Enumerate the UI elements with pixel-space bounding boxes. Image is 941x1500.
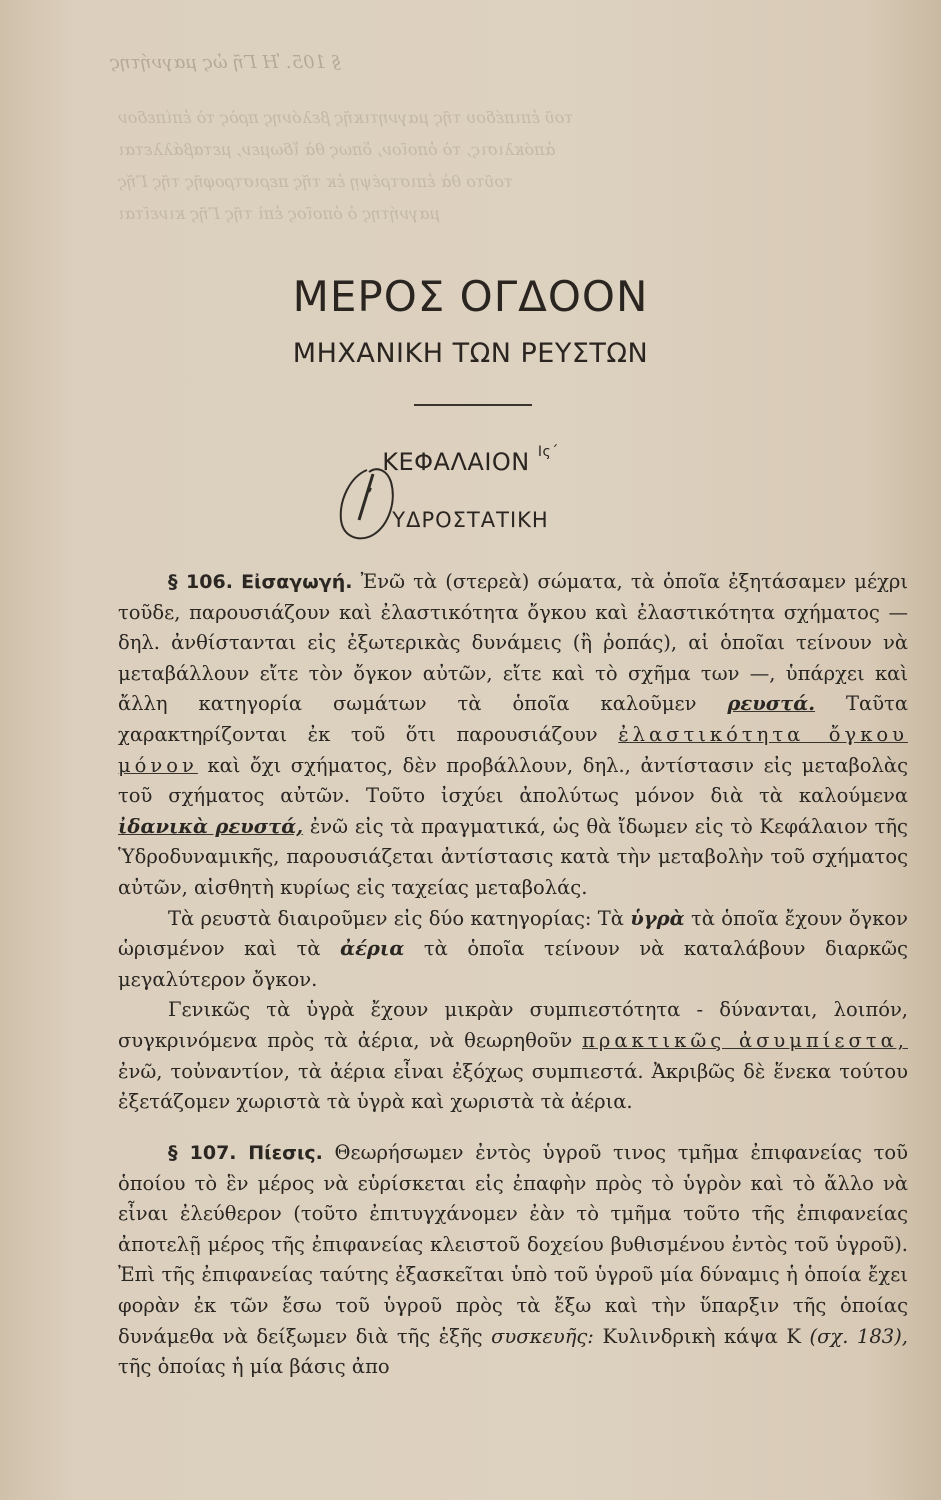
body-text: τὰ ὁποῖα ἔχουν ὄγκον ὡρισμένον καὶ τὰ [118, 906, 908, 961]
chapter-heading [0, 444, 941, 476]
term-volume-elasticity: ἐλαστικότητα ὄγκου μόνον [118, 722, 908, 777]
body-text: Τὰ ρευστὰ διαιροῦμεν εἰς δύο κατηγορίας: Τὰ [168, 906, 631, 930]
section-title: Πίεσις. [248, 1142, 323, 1164]
body-text: Κυλινδρικὴ κάψα Κ [593, 1324, 810, 1348]
term-apparatus: συσκευῆς: [491, 1324, 594, 1348]
body-text: ἐνῶ, τοὐναντίον, τὰ ἀέρια εἶναι ἐξόχως συμπιεστά. Ἀκριβῶς δὲ ἕνεκα τούτου ἐξετάζομεν χωριστὰ τὰ ὑγρὰ καὶ χωριστὰ τὰ ἀέρια. [118, 1059, 908, 1114]
paragraph [118, 567, 908, 904]
handwritten-pen-mark [325, 452, 415, 547]
section-number: § 106. [168, 571, 233, 593]
paragraph [118, 995, 908, 1117]
figure-reference: (σχ. 183), [809, 1324, 908, 1348]
paragraph [118, 904, 908, 996]
body-text: ἐνῶ εἰς τὰ πραγματικά, ὡς θὰ ἴδωμεν εἰς τὸ Κεφάλαιον τῆς Ὑδροδυναμικῆς, παρουσιάζεται ἀντίστασις κατὰ τὴν μεταβολὴν τοῦ σχήματος αὐτῶν, αἰσθητὴ κυρίως εἰς ταχείας μεταβολάς. [118, 814, 908, 899]
divider-rule [414, 404, 532, 406]
part-title: ΜΕΡΟΣ ΟΓΔΟΟΝ [292, 272, 649, 321]
section-106 [118, 567, 908, 1118]
part-subtitle: ΜΗΧΑΝΙΚΗ ΤΩΝ ΡΕΥΣΤΩΝ [292, 338, 649, 369]
term-incompressible: πρακτικῶς ἀσυμπίεστα, [582, 1028, 908, 1052]
chapter-label: ΚΕΦΑΛΑΙΟΝ [382, 448, 530, 476]
body-text: καὶ ὄχι σχήματος, δὲν προβάλλουν, δηλ., ἀντίστασιν εἰς μεταβολὰς τοῦ σχήματος αὐτῶν. Τοῦτο ἰσχύει ἀπολύτως μόνον διὰ τὰ καλούμενα [118, 753, 908, 808]
body-text: Γενικῶς τὰ ὑγρὰ ἔχουν μικρὰν συμπιεστότητα - δύνανται, λοιπόν, συγκρινόμενα πρὸς τὰ ἀέρια, νὰ θεωρηθοῦν [118, 998, 908, 1052]
term-ideal-fluids: ἰδανικὰ ρευστά, [118, 814, 304, 838]
term-liquids: ὑγρὰ [630, 906, 685, 930]
bleed-through-line: τοῦτο θὰ ἐπιστρέψῃ ἐκ τῆς περιστροφῆς τῆς Γῆς [118, 172, 513, 191]
bleed-through-line: μαγνήτης ὁ ὁποῖος ἐπὶ τῆς Γῆς κινεῖται [118, 204, 440, 223]
chapter-title: ΥΔΡΟΣΤΑΤΙΚΗ [392, 508, 549, 532]
section-title: Εἰσαγωγή. [241, 571, 353, 593]
bleed-through-header: § 105. Ἡ Γῆ ὡς μαγνήτης [110, 52, 341, 73]
term-fluids: ρευστά. [727, 692, 816, 716]
paragraph [118, 1138, 908, 1383]
bleed-through-line: ἀπόκλισις, τὸ ὁποῖον, ὅπως θὰ ἴδωμεν, μεταβάλλεται [118, 140, 556, 159]
body-text: τῆς ὁποίας ἡ μία βάσις ἀπο [118, 1355, 390, 1379]
term-gases: ἀέρια [340, 937, 405, 961]
body-text: Θεωρήσωμεν ἐντὸς ὑγροῦ τινος τμῆμα ἐπιφανείας τοῦ ὁποίου τὸ ἓν μέρος νὰ εὑρίσκεται εἰς ἐπαφὴν πρὸς τὸ ὑγρὸν καὶ τὸ ἄλλο νὰ εἶναι ἐλεύθερον (τοῦτο ἐπιτυγχάνομεν ἐὰν τὸ τμῆμα τοῦτο τῆς ἐπιφανείας ἀποτελῇ μέρος τῆς ἐπιφανείας κλειστοῦ δοχείου βυθισμένου ἐντὸς τοῦ ὑγροῦ). Ἐπὶ τῆς ἐπιφανείας ταύτης ἐξασκεῖται ὑπὸ τοῦ ὑγροῦ μία δύναμις ἡ ὁποία ἔχει φορὰν ἐκ τῶν ἔσω τοῦ ὑγροῦ πρὸς τὰ ἔξω καὶ τὴν ὕπαρξιν τῆς ὁποίας δυνάμεθα νὰ δείξωμεν διὰ τῆς ἑξῆς [118, 1141, 908, 1348]
chapter-number: Ις΄ [537, 444, 559, 460]
body-text: Ἐνῶ τὰ (στερεὰ) σώματα, τὰ ὁποῖα ἐξητάσαμεν μέχρι τοῦδε, παρουσιάζουν καὶ ἐλαστικότητα ὄγκου καὶ ἐλαστικότητα σχήματος — δηλ. ἀνθίστανται εἰς ἐξωτερικὰς δυνάμεις (ἢ ῥοπάς), αἱ ὁποῖαι τείνουν νὰ μεταβάλλουν εἴτε τὸν ὄγκον αὐτῶν, εἴτε καὶ τὸ σχῆμα των —, ὑπάρχει καὶ ἄλλη κατηγορία σωμάτων τὰ ὁποῖα καλοῦμεν [118, 570, 908, 716]
body-text: Ταῦτα χαρακτηρίζονται ἐκ τοῦ ὅτι παρουσιάζουν [118, 692, 909, 746]
bleed-through-line: τοῦ ἐπιπέδου τῆς μαγνητικῆς βελόνης πρὸς τὸ ἐπίπεδον [118, 108, 574, 127]
section-107 [118, 1138, 908, 1383]
body-text: τὰ ὁποῖα τείνουν νὰ καταλάβουν διαρκῶς μεγαλύτερον ὄγκον. [118, 937, 908, 991]
section-number: § 107. [168, 1142, 237, 1164]
